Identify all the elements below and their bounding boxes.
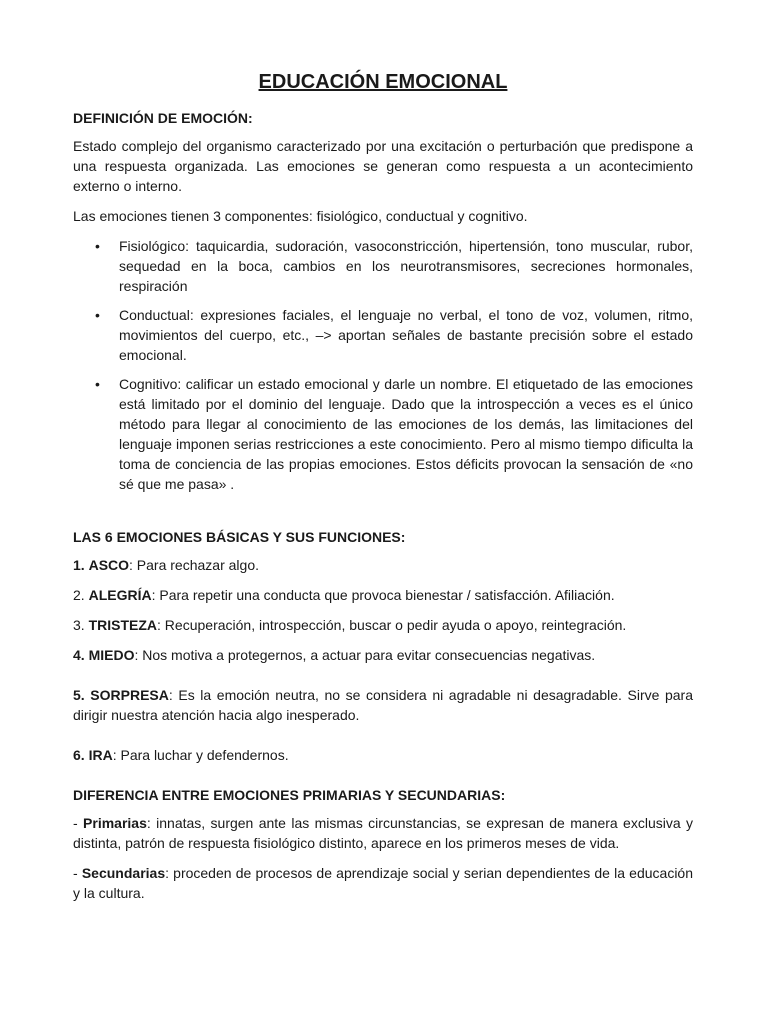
section-heading-definicion: DEFINICIÓN DE EMOCIÓN: <box>73 110 253 126</box>
document-title: EDUCACIÓN EMOCIONAL <box>258 71 508 93</box>
list-item-text: Fisiológico: taquicardia, sudoración, vasoconstricción, hipertensión, tono muscular, rubor, sequedad en la boca, cambios en los neurotransmisores, secreciones hormonales, respiración <box>119 238 693 294</box>
document-content <box>73 68 693 913</box>
difference-name: Secundarias <box>81 865 166 881</box>
bullet-icon: • <box>95 307 100 323</box>
list-item-text: Cognitivo: calificar un estado emocional y darle un nombre. El etiquetado de las emociones está limitado por el dominio del lenguaje. Dado que la introspección a veces es el único método para llegar al conocimiento de las emociones de los demás, las limitaciones del lenguaje imponen serias restricciones a este conocimiento. Pero al mismo tiempo dificulta la toma de conciencia de las propias emociones. Estos déficits provocan la sensación de «no sé que me pasa» . <box>119 376 693 492</box>
bullet-icon: • <box>95 376 100 392</box>
emotion-number: 6. <box>73 747 85 763</box>
emotion-item <box>73 555 693 575</box>
emotion-name: MIEDO <box>88 647 135 663</box>
emotion-name: ALEGRÍA <box>88 587 152 603</box>
emotion-number: 4. <box>73 647 85 663</box>
difference-name: Primarias <box>83 815 147 831</box>
difference-description: : proceden de procesos de aprendizaje social y serian dependientes de la educación y la cultura. <box>73 865 694 901</box>
difference-prefix: - <box>73 865 82 881</box>
emotion-name: SORPRESA <box>90 687 169 703</box>
emotion-description: : Para luchar y defendernos. <box>112 747 289 763</box>
emotion-description: : Para repetir una conducta que provoca bienestar / satisfacción. Afiliación. <box>151 587 615 603</box>
definition-paragraph: Estado complejo del organismo caracterizado por una excitación o perturbación que predispone a una respuesta organizada. Las emociones se generan como respuesta a un acontecimiento externo o interno. <box>73 138 693 194</box>
difference-item <box>73 813 693 853</box>
section-heading-diferencia: DIFERENCIA ENTRE EMOCIONES PRIMARIAS Y SECUNDARIAS: <box>73 787 506 803</box>
list-item <box>73 236 693 296</box>
emotion-number: 2. <box>73 587 85 603</box>
emotion-number: 5. <box>73 687 85 703</box>
difference-description: : innatas, surgen ante las mismas circunstancias, se expresan de manera exclusiva y distinta, patrón de respuesta fisiológico distinto, aparece en los primeros meses de vida. <box>73 815 693 851</box>
difference-item <box>73 863 693 903</box>
emotion-item <box>73 685 693 725</box>
emotion-number: 3. <box>73 617 85 633</box>
emotion-description: : Para rechazar algo. <box>129 557 259 573</box>
emotion-description: : Es la emoción neutra, no se considera ni agradable ni desagradable. Sirve para dirigir nuestra atención hacia algo inesperado. <box>73 687 694 723</box>
emotion-item <box>73 585 693 605</box>
emotion-item <box>73 645 693 665</box>
list-item <box>73 374 693 494</box>
emotion-name: TRISTEZA <box>88 617 158 633</box>
emotion-item <box>73 745 693 765</box>
emotion-number: 1. <box>73 557 85 573</box>
list-item <box>73 305 693 365</box>
section-heading-basicas: LAS 6 EMOCIONES BÁSICAS Y SUS FUNCIONES: <box>73 529 406 545</box>
bullet-icon: • <box>95 238 100 254</box>
emotion-description: : Recuperación, introspección, buscar o pedir ayuda o apoyo, reintegración. <box>157 617 627 633</box>
list-item-text: Conductual: expresiones faciales, el lenguaje no verbal, el tono de voz, volumen, ritmo, movimientos del cuerpo, etc., –> aportan señales de bastante precisión sobre el estado emocional. <box>119 307 693 363</box>
emotion-description: : Nos motiva a protegernos, a actuar para evitar consecuencias negativas. <box>134 647 596 663</box>
emotion-name: IRA <box>88 747 113 763</box>
components-list <box>73 236 693 494</box>
components-paragraph: Las emociones tienen 3 componentes: fisiológico, conductual y cognitivo. <box>73 208 528 224</box>
difference-prefix: - <box>73 815 84 831</box>
emotion-name: ASCO <box>88 557 130 573</box>
emotion-item <box>73 615 693 635</box>
